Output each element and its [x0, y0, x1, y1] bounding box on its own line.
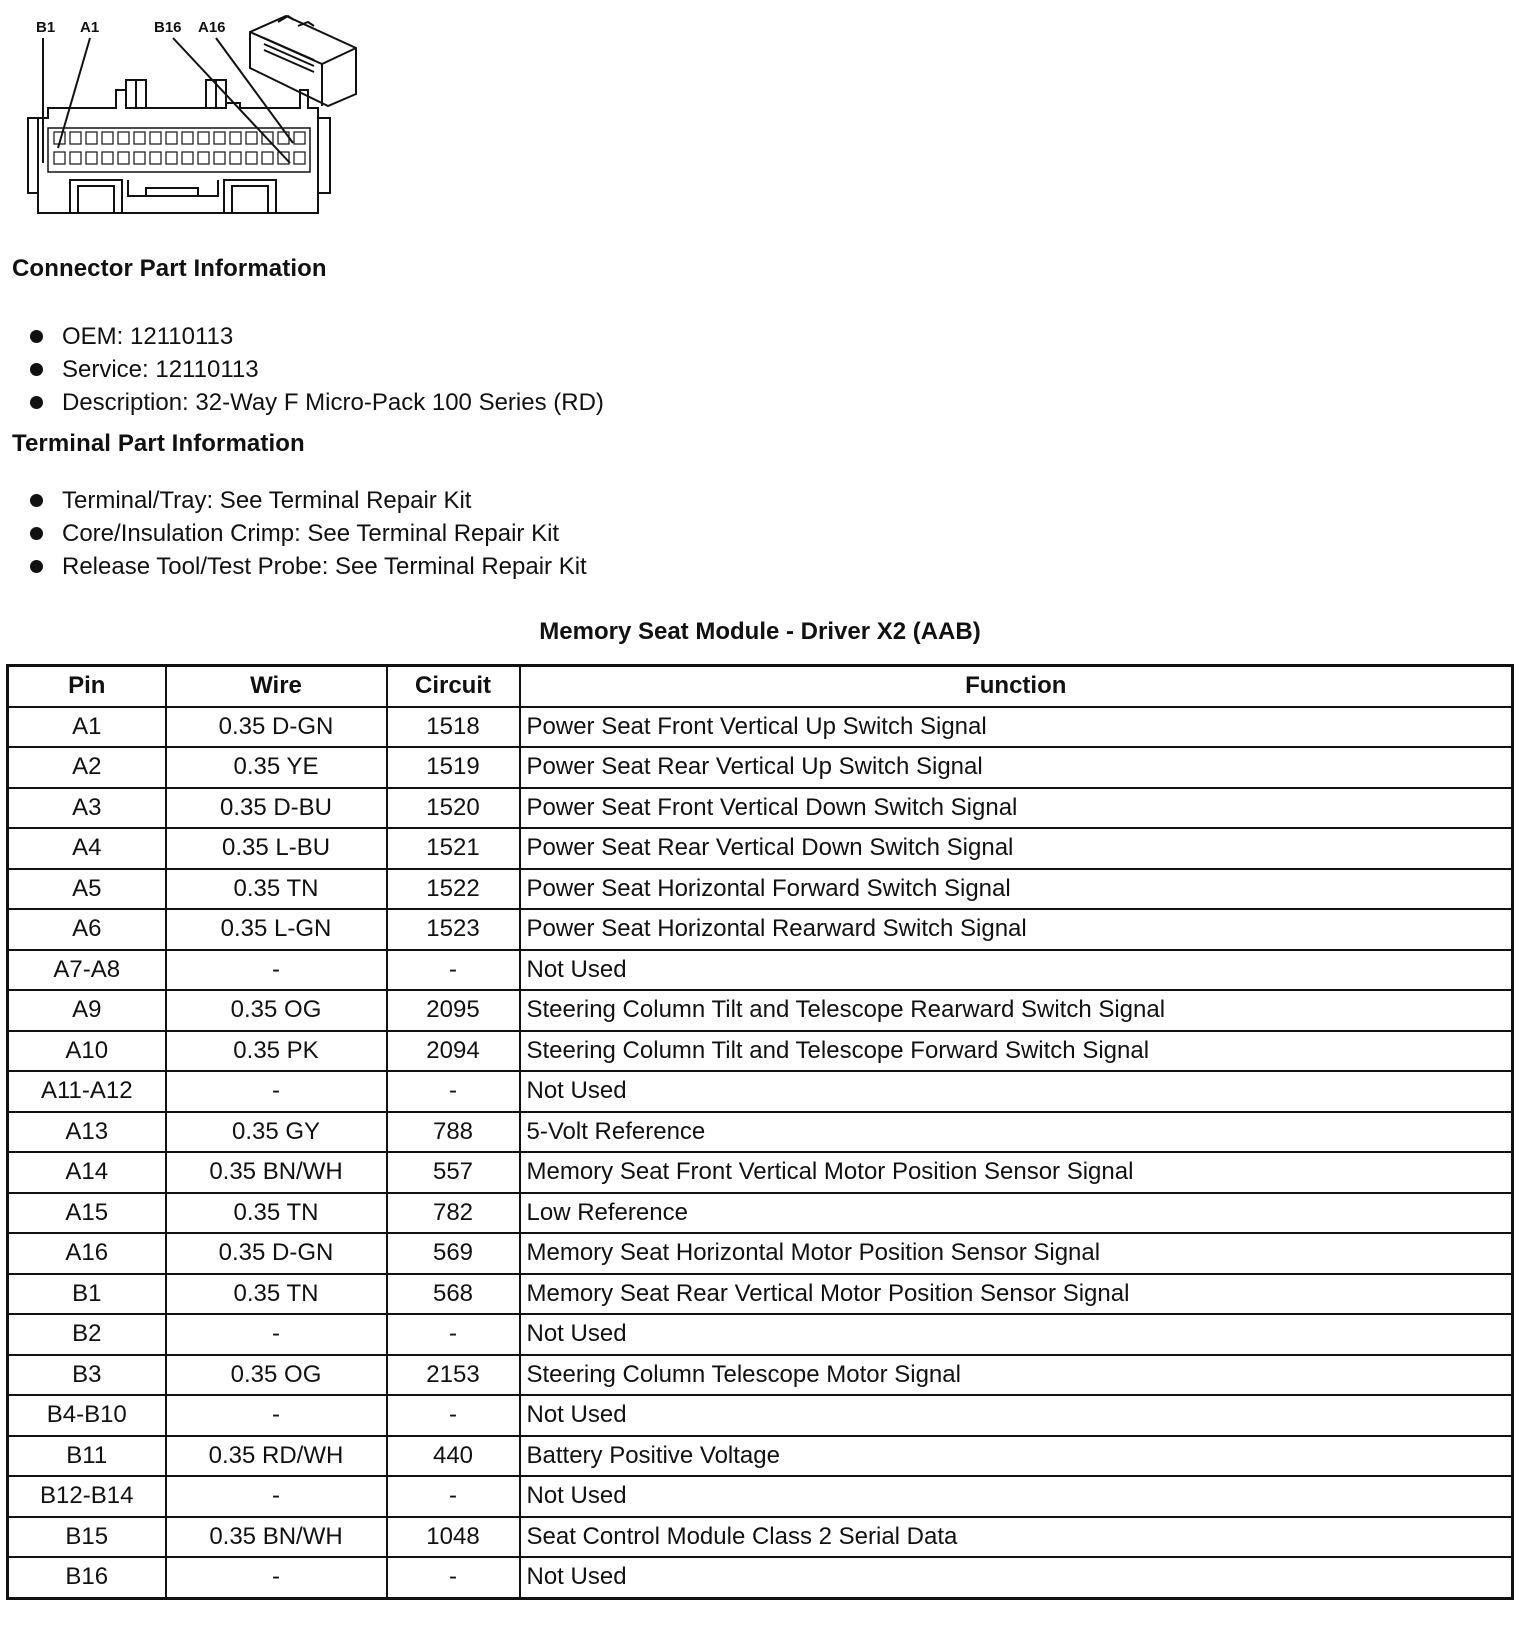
cell-wire: 0.35 OG: [166, 1355, 387, 1396]
cell-pin: A13: [8, 1112, 166, 1153]
table-row: [8, 990, 1513, 1031]
cell-pin: B2: [8, 1314, 166, 1355]
table-row: [8, 1071, 1513, 1112]
pin-cavity: [86, 132, 97, 144]
label-a1: A1: [80, 19, 100, 36]
cell-wire: -: [166, 1395, 387, 1436]
table-row: [8, 1395, 1513, 1436]
table-row: [8, 909, 1513, 950]
cell-circuit: -: [387, 1476, 520, 1517]
cell-pin: B3: [8, 1355, 166, 1396]
cell-circuit: 788: [387, 1112, 520, 1153]
cell-function: Seat Control Module Class 2 Serial Data: [520, 1517, 1513, 1558]
bullet-icon: [30, 494, 43, 507]
cell-pin: B15: [8, 1517, 166, 1558]
table-row: [8, 1557, 1513, 1598]
cell-circuit: 2153: [387, 1355, 520, 1396]
cell-function: Power Seat Rear Vertical Up Switch Signal: [520, 747, 1513, 788]
list-item: Service: 12110113: [28, 353, 604, 386]
table-row: [8, 1517, 1513, 1558]
cell-circuit: 782: [387, 1193, 520, 1234]
pin-cavity: [182, 152, 193, 164]
header-circuit: Circuit: [387, 666, 520, 707]
cell-function: Not Used: [520, 1071, 1513, 1112]
cell-function: Power Seat Horizontal Rearward Switch Signal: [520, 909, 1513, 950]
cell-pin: A7-A8: [8, 950, 166, 991]
table-row: [8, 1193, 1513, 1234]
cell-function: Power Seat Front Vertical Up Switch Signal: [520, 707, 1513, 748]
connector-part-list: [28, 320, 604, 419]
cell-circuit: 2095: [387, 990, 520, 1031]
cell-circuit: 1520: [387, 788, 520, 829]
cell-wire: 0.35 GY: [166, 1112, 387, 1153]
cell-pin: A16: [8, 1233, 166, 1274]
cell-pin: A2: [8, 747, 166, 788]
cell-circuit: 1522: [387, 869, 520, 910]
cell-pin: A11-A12: [8, 1071, 166, 1112]
cell-pin: B4-B10: [8, 1395, 166, 1436]
table-row: [8, 1152, 1513, 1193]
pin-cavity: [70, 152, 81, 164]
table-row: [8, 950, 1513, 991]
cell-circuit: 557: [387, 1152, 520, 1193]
terminal-part-heading: Terminal Part Information: [12, 430, 305, 457]
connector-part-heading: Connector Part Information: [12, 255, 327, 282]
header-pin: Pin: [8, 666, 166, 707]
cell-function: Steering Column Tilt and Telescope Forward Switch Signal: [520, 1031, 1513, 1072]
cell-circuit: -: [387, 950, 520, 991]
table-row: [8, 1476, 1513, 1517]
bullet-icon: [30, 330, 43, 343]
pin-cavity: [150, 132, 161, 144]
cell-wire: -: [166, 950, 387, 991]
cell-function: Battery Positive Voltage: [520, 1436, 1513, 1477]
list-item: Description: 32-Way F Micro-Pack 100 Series (RD): [28, 386, 604, 419]
cell-pin: B11: [8, 1436, 166, 1477]
cell-function: Not Used: [520, 1395, 1513, 1436]
cell-circuit: 1519: [387, 747, 520, 788]
table-row: [8, 828, 1513, 869]
cell-pin: A3: [8, 788, 166, 829]
table-row: [8, 707, 1513, 748]
table-row: [8, 1233, 1513, 1274]
cell-wire: 0.35 PK: [166, 1031, 387, 1072]
cell-function: Memory Seat Horizontal Motor Position Sensor Signal: [520, 1233, 1513, 1274]
table-row: [8, 1355, 1513, 1396]
cell-function: Power Seat Front Vertical Down Switch Signal: [520, 788, 1513, 829]
cell-pin: A10: [8, 1031, 166, 1072]
pin-cavity: [294, 152, 305, 164]
cell-wire: 0.35 L-BU: [166, 828, 387, 869]
table-row: [8, 747, 1513, 788]
pinout-table: [6, 664, 1514, 1600]
cell-circuit: 2094: [387, 1031, 520, 1072]
cell-circuit: 1518: [387, 707, 520, 748]
cell-wire: -: [166, 1476, 387, 1517]
cell-function: Not Used: [520, 1476, 1513, 1517]
list-item: Terminal/Tray: See Terminal Repair Kit: [28, 484, 587, 517]
cell-wire: -: [166, 1557, 387, 1598]
pin-cavity: [214, 132, 225, 144]
cell-wire: 0.35 D-GN: [166, 1233, 387, 1274]
table-row: [8, 788, 1513, 829]
table-row: [8, 1436, 1513, 1477]
cell-circuit: -: [387, 1071, 520, 1112]
cell-pin: A1: [8, 707, 166, 748]
pin-cavity: [214, 152, 225, 164]
table-title: Memory Seat Module - Driver X2 (AAB): [539, 618, 981, 645]
cell-circuit: 568: [387, 1274, 520, 1315]
pin-cavity: [102, 152, 113, 164]
header-function: Function: [520, 666, 1513, 707]
cell-pin: B16: [8, 1557, 166, 1598]
cell-wire: -: [166, 1314, 387, 1355]
cell-circuit: -: [387, 1314, 520, 1355]
pin-cavity: [150, 152, 161, 164]
bullet-icon: [30, 396, 43, 409]
connector-diagram: [18, 8, 378, 226]
pin-cavity: [262, 152, 273, 164]
cell-circuit: 440: [387, 1436, 520, 1477]
cell-pin: B1: [8, 1274, 166, 1315]
cell-wire: 0.35 YE: [166, 747, 387, 788]
cell-function: Power Seat Horizontal Forward Switch Signal: [520, 869, 1513, 910]
pin-cavity: [70, 132, 81, 144]
pin-cavity: [230, 132, 241, 144]
cell-function: Memory Seat Rear Vertical Motor Position Sensor Signal: [520, 1274, 1513, 1315]
table-row: [8, 869, 1513, 910]
pin-cavity: [118, 152, 129, 164]
pin-cavity: [278, 152, 289, 164]
pin-cavity: [134, 152, 145, 164]
cell-pin: A9: [8, 990, 166, 1031]
table-row: [8, 1112, 1513, 1153]
cell-wire: 0.35 TN: [166, 1193, 387, 1234]
bullet-icon: [30, 527, 43, 540]
pin-cavity: [294, 132, 305, 144]
label-a16: A16: [198, 19, 226, 36]
pin-cavity: [166, 132, 177, 144]
cell-function: Not Used: [520, 950, 1513, 991]
cell-function: Steering Column Telescope Motor Signal: [520, 1355, 1513, 1396]
label-b1: B1: [36, 19, 56, 36]
cell-function: Memory Seat Front Vertical Motor Position Sensor Signal: [520, 1152, 1513, 1193]
label-b16: B16: [154, 19, 182, 36]
list-item: Core/Insulation Crimp: See Terminal Repair Kit: [28, 517, 587, 550]
bullet-icon: [30, 560, 43, 573]
cell-function: Steering Column Tilt and Telescope Rearward Switch Signal: [520, 990, 1513, 1031]
table-row: [8, 1274, 1513, 1315]
cell-circuit: 569: [387, 1233, 520, 1274]
cell-pin: B12-B14: [8, 1476, 166, 1517]
cell-circuit: -: [387, 1395, 520, 1436]
pin-cavity: [118, 132, 129, 144]
cell-wire: 0.35 D-BU: [166, 788, 387, 829]
pin-cavity: [246, 132, 257, 144]
cell-circuit: 1048: [387, 1517, 520, 1558]
cell-pin: A4: [8, 828, 166, 869]
pin-cavity: [198, 132, 209, 144]
cell-function: 5-Volt Reference: [520, 1112, 1513, 1153]
cell-pin: A14: [8, 1152, 166, 1193]
pin-cavity: [134, 132, 145, 144]
cell-wire: 0.35 BN/WH: [166, 1152, 387, 1193]
pin-cavity: [166, 152, 177, 164]
cell-pin: A6: [8, 909, 166, 950]
pin-cavity: [102, 132, 113, 144]
cell-wire: 0.35 L-GN: [166, 909, 387, 950]
cell-function: Low Reference: [520, 1193, 1513, 1234]
cell-circuit: 1521: [387, 828, 520, 869]
pin-cavity: [230, 152, 241, 164]
cell-wire: 0.35 TN: [166, 869, 387, 910]
list-item: Release Tool/Test Probe: See Terminal Repair Kit: [28, 550, 587, 583]
list-item: OEM: 12110113: [28, 320, 604, 353]
cell-circuit: 1523: [387, 909, 520, 950]
cell-wire: 0.35 TN: [166, 1274, 387, 1315]
bullet-icon: [30, 363, 43, 376]
terminal-part-list: [28, 484, 587, 583]
cell-function: Power Seat Rear Vertical Down Switch Signal: [520, 828, 1513, 869]
cell-wire: 0.35 BN/WH: [166, 1517, 387, 1558]
pin-cavity: [182, 132, 193, 144]
cell-circuit: -: [387, 1557, 520, 1598]
table-row: [8, 1314, 1513, 1355]
cell-wire: 0.35 D-GN: [166, 707, 387, 748]
cell-function: Not Used: [520, 1557, 1513, 1598]
cell-pin: A15: [8, 1193, 166, 1234]
cell-pin: A5: [8, 869, 166, 910]
pin-cavity: [198, 152, 209, 164]
pin-cavity: [54, 152, 65, 164]
cell-wire: 0.35 RD/WH: [166, 1436, 387, 1477]
header-wire: Wire: [166, 666, 387, 707]
table-header-row: [8, 666, 1513, 707]
cell-function: Not Used: [520, 1314, 1513, 1355]
cell-wire: 0.35 OG: [166, 990, 387, 1031]
table-row: [8, 1031, 1513, 1072]
cell-wire: -: [166, 1071, 387, 1112]
pin-cavity: [246, 152, 257, 164]
pin-cavity: [86, 152, 97, 164]
